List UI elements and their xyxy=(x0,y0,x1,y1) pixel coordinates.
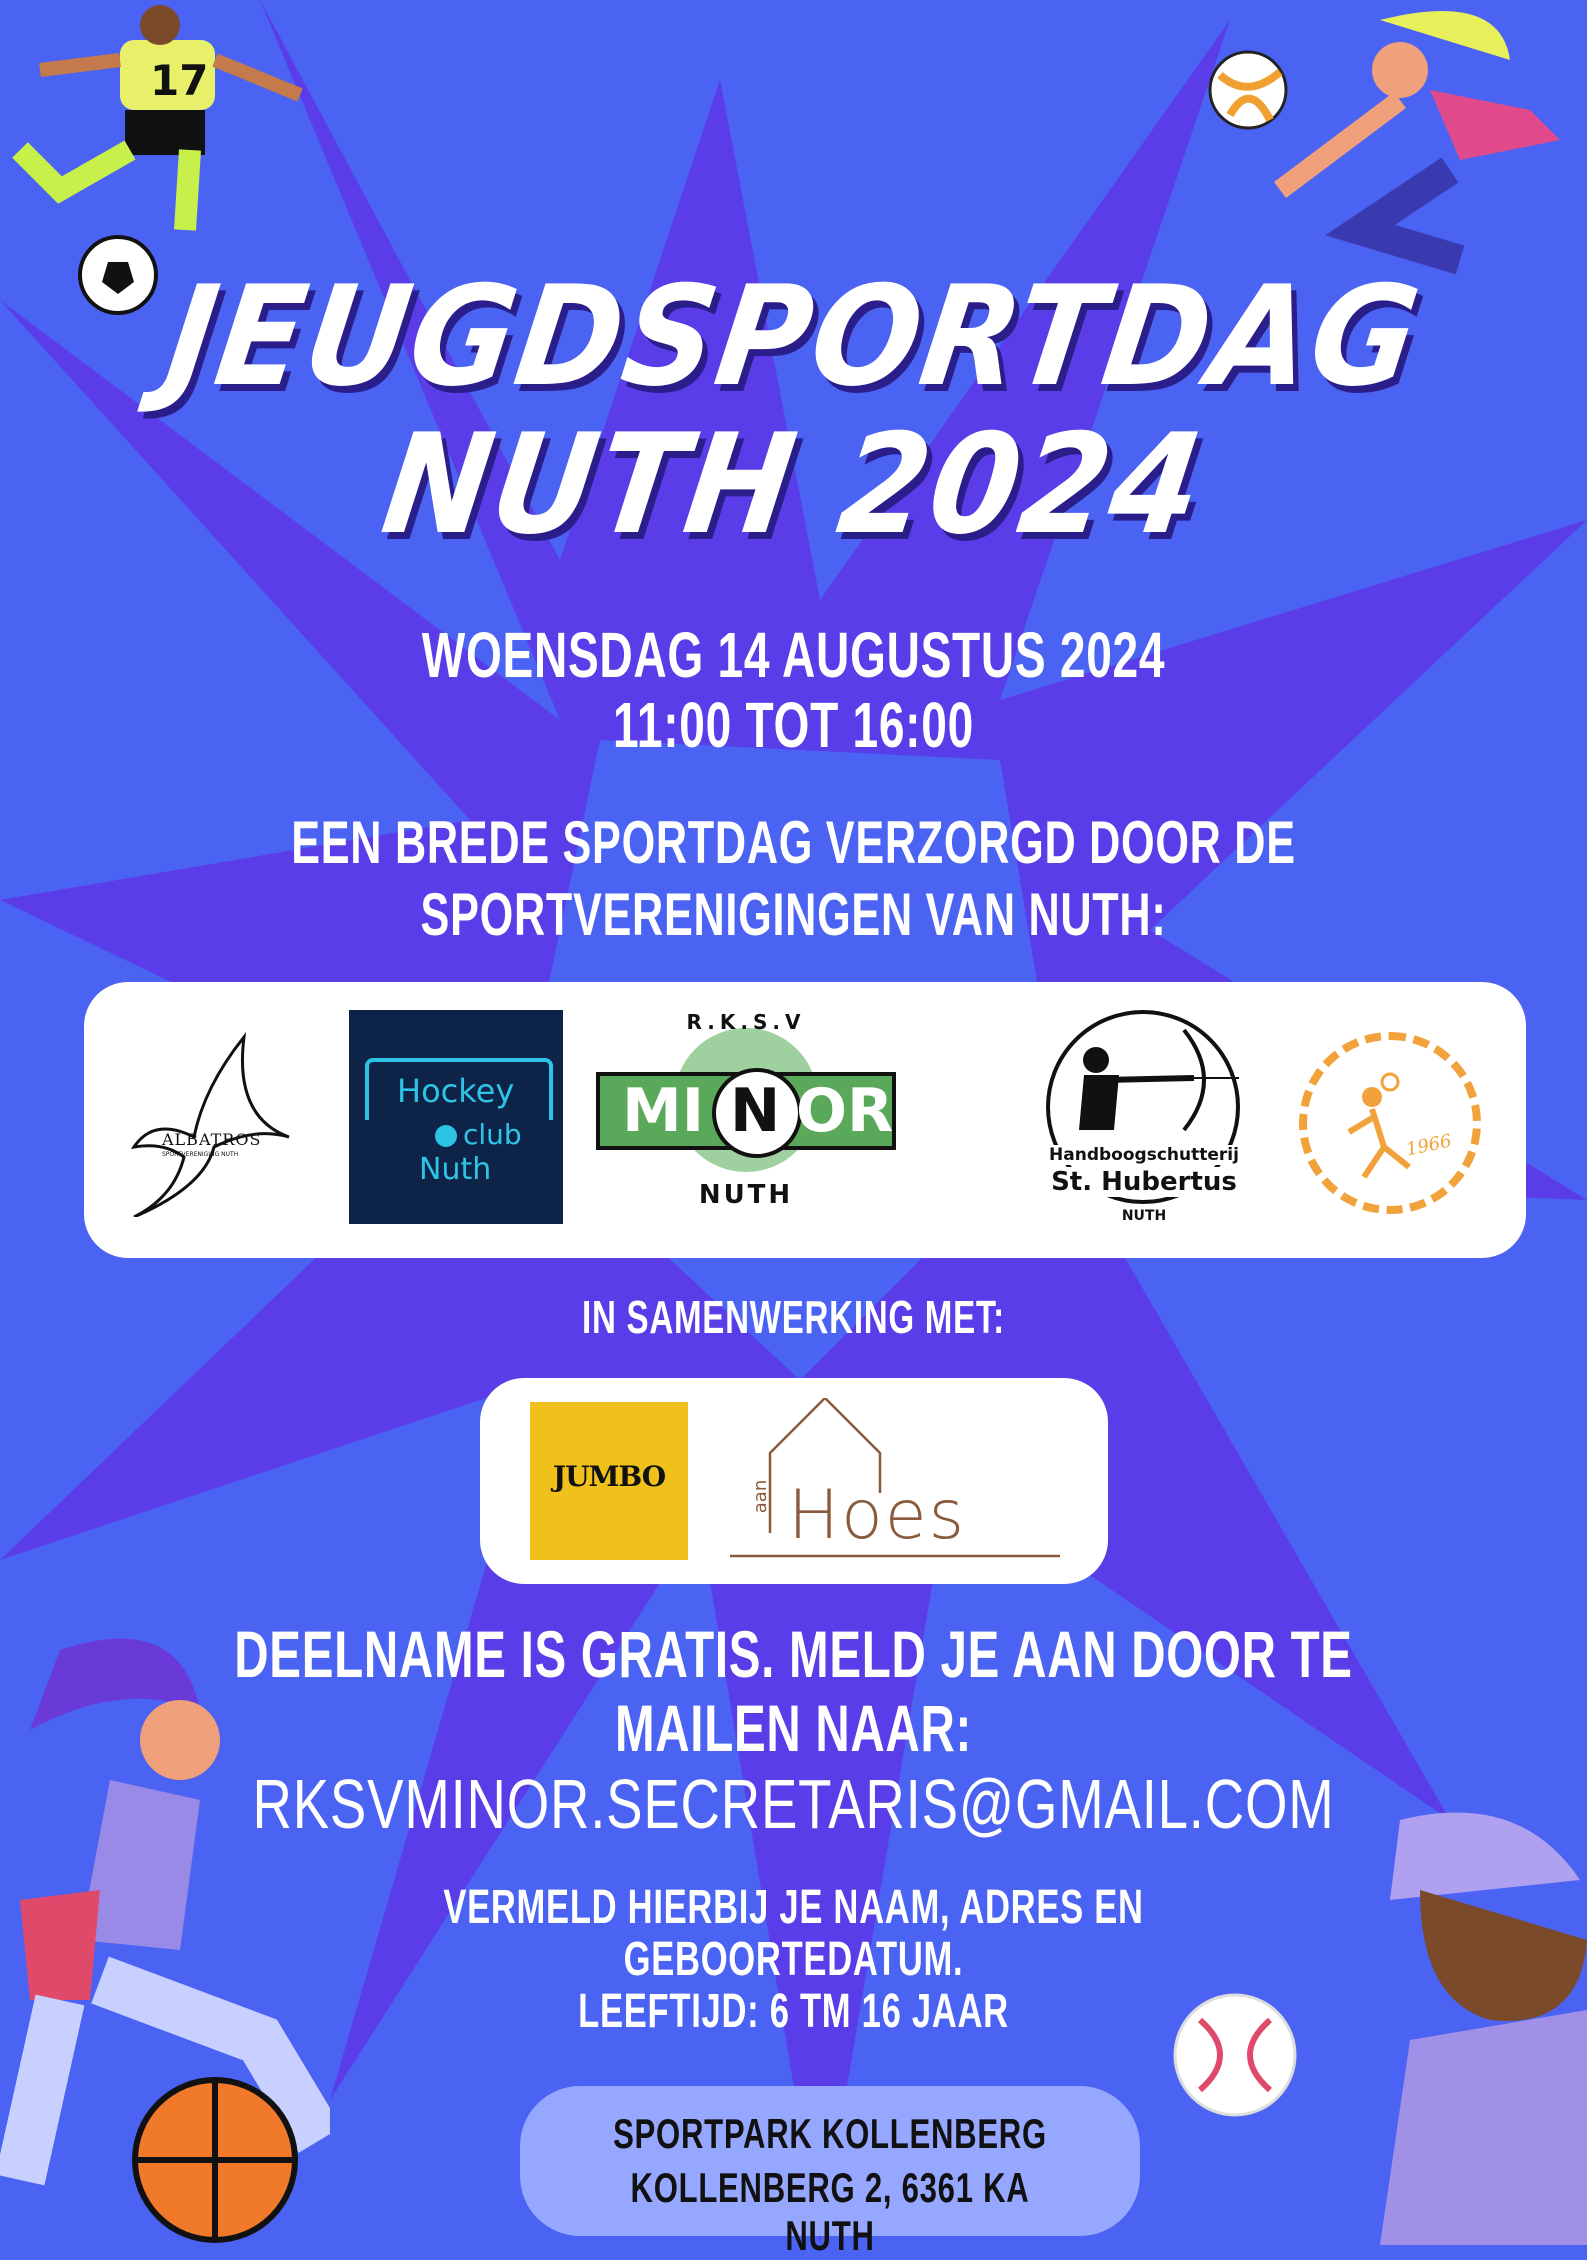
rksv-minor-logo xyxy=(596,1010,896,1230)
partners-heading: IN SAMENWERKING MET: xyxy=(582,1291,1005,1343)
hubertus-line-2: St. Hubertus xyxy=(1034,1167,1254,1197)
intro-line-2: SPORTVERENIGINGEN VAN NUTH: xyxy=(420,881,1167,948)
jumbo-logo xyxy=(530,1402,688,1560)
event-title-line-2: NUTH 2024 xyxy=(374,404,1214,565)
handball-club-logo xyxy=(1294,1027,1484,1217)
event-title-line-1: JEUGDSPORTDAG xyxy=(157,256,1430,417)
albatros-bird-icon xyxy=(124,1027,294,1217)
hockey-club-logo xyxy=(349,1010,563,1224)
minor-bottom-text: NUTH xyxy=(698,1180,794,1210)
archer-icon xyxy=(1034,1020,1254,1140)
minor-top-text: R.K.S.V xyxy=(686,1010,806,1034)
location-line-1: SPORTPARK KOLLENBERG xyxy=(613,2110,1047,2157)
handball-year: 1966 xyxy=(1404,1130,1454,1161)
signup-line-2: MAILEN NAAR: xyxy=(614,1691,973,1765)
minor-name-right: OR xyxy=(796,1076,894,1146)
aan-hoes-logo xyxy=(730,1398,1060,1568)
signup-email: RKSVMINOR.SECRETARIS@GMAIL.COM xyxy=(252,1765,1335,1843)
aan-hoes-big-text: Hoes xyxy=(788,1476,966,1555)
signup-line-1: DEELNAME IS GRATIS. MELD JE AAN DOOR TE xyxy=(234,1617,1353,1691)
event-date: WOENSDAG 14 AUGUSTUS 2024 xyxy=(421,619,1166,691)
minor-name-left: MI xyxy=(622,1076,705,1146)
hockey-line-1: Hockey xyxy=(397,1072,515,1110)
age-range: LEEFTIJD: 6 TM 16 JAAR xyxy=(578,1985,1009,2038)
st-hubertus-logo xyxy=(1034,1010,1254,1240)
sponsors-logo-panel xyxy=(480,1378,1108,1584)
location-pill xyxy=(520,2086,1140,2259)
hockey-line-3: Nuth xyxy=(419,1152,492,1187)
svg-text:17: 17 xyxy=(150,56,209,105)
event-time: 11:00 TOT 16:00 xyxy=(613,689,974,761)
hubertus-line-1: Handboogschutterij xyxy=(1034,1145,1254,1165)
hubertus-line-3: NUTH xyxy=(1121,1208,1167,1224)
note-line-1: VERMELD HIERBIJ JE NAAM, ADRES EN xyxy=(443,1881,1144,1934)
albatros-subtitle: SPORTVERENIGING NUTH xyxy=(162,1151,239,1158)
note-line-2: GEBOORTEDATUM. xyxy=(623,1933,964,1986)
hockey-ball-icon xyxy=(435,1125,457,1147)
location-line-2: KOLLENBERG 2, 6361 KA NUTH xyxy=(630,2164,1030,2259)
albatros-name: ALBATROS xyxy=(162,1130,262,1149)
volleyball-player-illustration xyxy=(1200,0,1587,300)
jumbo-wordmark: JUMBO xyxy=(552,1460,666,1493)
albatros-logo xyxy=(124,1027,294,1217)
clubs-logo-panel xyxy=(84,982,1526,1258)
minor-name-mid: N xyxy=(730,1076,781,1146)
aan-hoes-small-text: aan xyxy=(750,1479,772,1514)
handball-player-icon xyxy=(1294,1027,1484,1217)
intro-line-1: EEN BREDE SPORTDAG VERZORGD DOOR DE xyxy=(291,809,1296,876)
hockey-line-2: club xyxy=(463,1118,522,1151)
